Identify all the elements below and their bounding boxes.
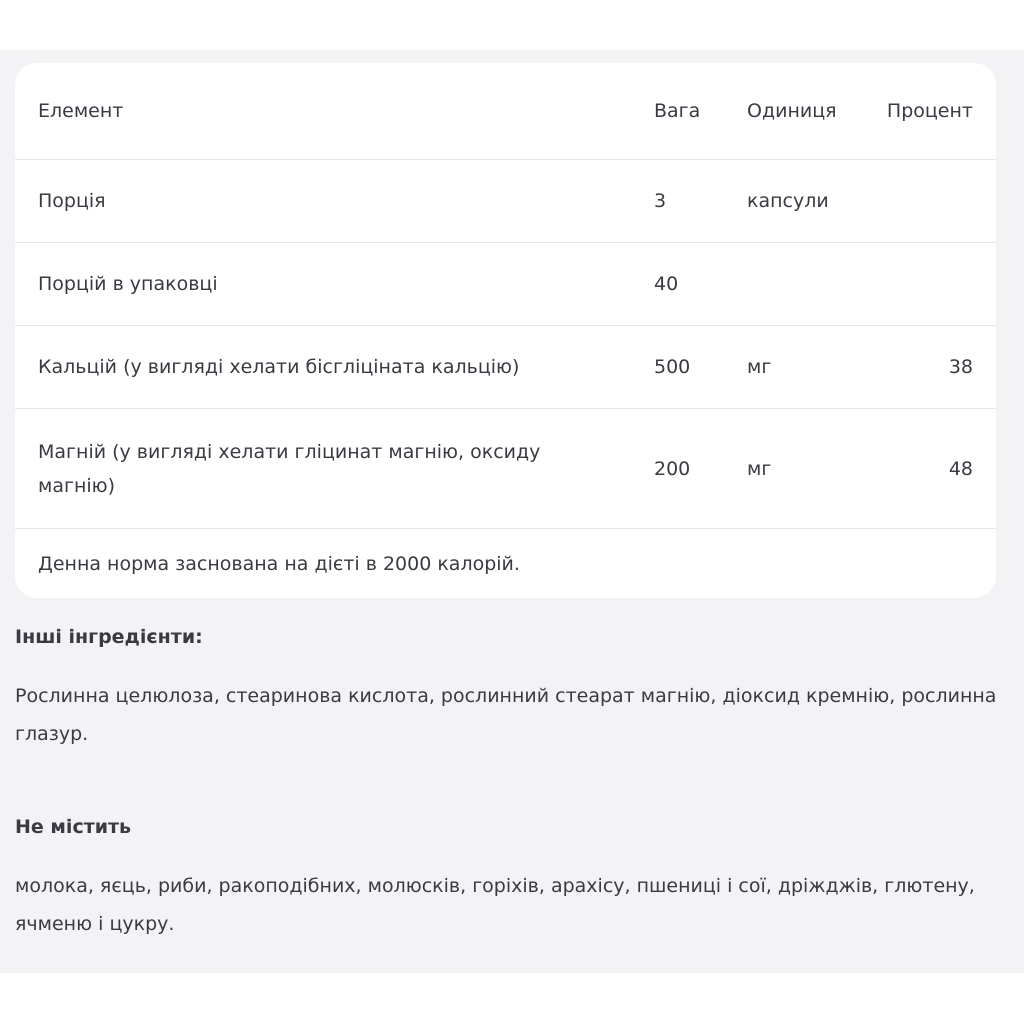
- row-weight: 3: [654, 190, 667, 212]
- table-footnote-row: [15, 529, 996, 598]
- header-percent: Процент: [886, 100, 973, 122]
- table-row: [15, 326, 996, 409]
- other-ingredients-title: Інші інгредієнти:: [15, 626, 203, 648]
- nutrition-table: [15, 63, 996, 598]
- row-weight: 40: [654, 273, 679, 295]
- other-ingredients-text: Рослинна целюлоза, стеаринова кислота, рослинний стеарат магнію, діоксид кремнію, рослинна глазур.: [15, 685, 997, 745]
- row-element: [38, 409, 598, 528]
- row-percent: 48: [948, 457, 973, 480]
- row-unit: мг: [747, 457, 772, 480]
- table-row: [15, 243, 996, 326]
- row-weight: 500: [654, 356, 691, 378]
- row-weight: 200: [654, 457, 691, 480]
- header-weight: Вага: [654, 100, 701, 122]
- table-footnote: Денна норма заснована на дієті в 2000 калорій.: [38, 552, 520, 575]
- product-info-panel: [0, 50, 1024, 973]
- row-percent: [853, 160, 973, 242]
- free-from-text: молока, яєць, риби, ракоподібних, молюсків, горіхів, арахісу, пшениці і сої, дріжджів, глютену, ячменю і цукру.: [15, 875, 975, 935]
- header-element: Елемент: [38, 100, 124, 122]
- row-element-text: Магній (у вигляді хелати гліцинат магнію, оксиду магнію): [38, 440, 541, 497]
- row-element: Кальцій (у вигляді хелати бісгліціната кальцію): [38, 356, 520, 378]
- row-percent: [853, 243, 973, 325]
- row-element: Порцій в упаковці: [38, 273, 218, 295]
- row-unit: [747, 243, 867, 325]
- row-percent: 38: [948, 356, 973, 378]
- row-element: Порція: [38, 190, 106, 212]
- row-unit: капсули: [747, 190, 829, 212]
- table-row: [15, 160, 996, 243]
- free-from-title: Не містить: [15, 816, 132, 838]
- header-unit: Одиниця: [747, 100, 837, 122]
- table-header-row: [15, 63, 996, 160]
- row-unit: мг: [747, 356, 772, 378]
- table-row: [15, 409, 996, 529]
